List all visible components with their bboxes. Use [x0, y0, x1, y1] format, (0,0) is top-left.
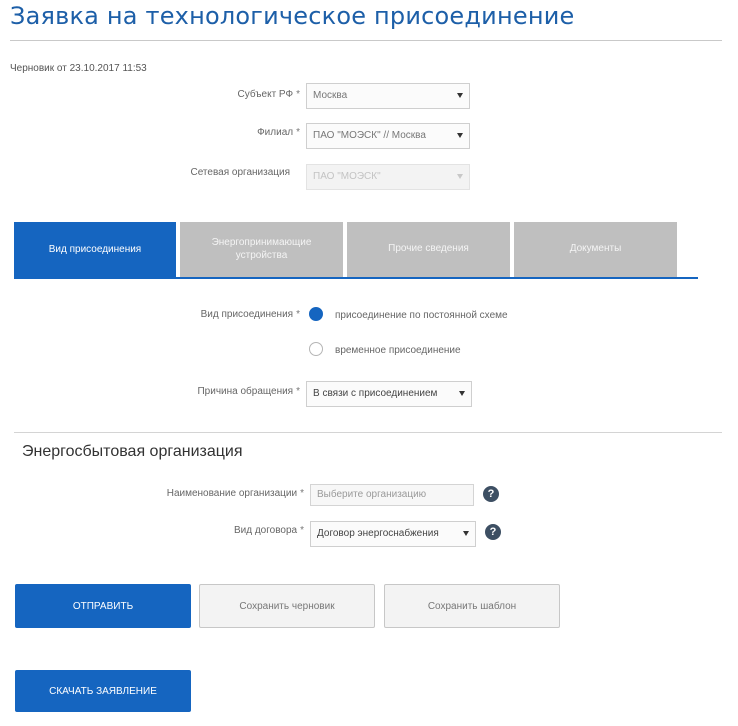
help-icon[interactable]: ? [485, 524, 501, 540]
grid-org-select [306, 164, 470, 190]
org-name-placeholder: Выберите организацию [317, 489, 427, 500]
tab-bar [14, 222, 698, 279]
contract-type-label: Вид договора * [233, 525, 304, 536]
tab-other-info[interactable]: Прочие сведения [347, 222, 510, 277]
subject-value: Москва [313, 90, 348, 101]
radio-permanent[interactable] [309, 307, 323, 321]
chevron-down-icon [457, 93, 463, 98]
tab-devices[interactable]: Энергопринимающие устройства [180, 222, 343, 277]
help-icon[interactable]: ? [483, 486, 499, 502]
chevron-down-icon [457, 133, 463, 138]
energy-sales-title: Энергосбытовая организация [22, 443, 243, 460]
branch-value: ПАО "МОЭСК" // Москва [313, 130, 426, 141]
draft-info: Черновик от 23.10.2017 11:53 [10, 63, 147, 74]
chevron-down-icon [459, 391, 465, 396]
section-divider [14, 432, 722, 433]
tab-connection-type[interactable]: Вид присоединения [14, 222, 176, 279]
branch-select[interactable] [306, 123, 470, 149]
radio-temporary-label[interactable]: временное присоединение [335, 345, 461, 356]
contract-type-value: Договор энергоснабжения [317, 528, 439, 539]
reason-value: В связи с присоединением [313, 388, 438, 399]
chevron-down-icon [463, 531, 469, 536]
org-name-label: Наименование организации * [166, 488, 304, 499]
chevron-down-icon [457, 174, 463, 179]
reason-label: Причина обращения * [197, 386, 300, 397]
subject-label: Субъект РФ * [237, 89, 300, 100]
subject-select[interactable] [306, 83, 470, 109]
submit-button[interactable]: ОТПРАВИТЬ [15, 584, 191, 628]
title-divider [10, 40, 722, 41]
branch-label: Филиал * [257, 127, 300, 138]
page-title: Заявка на технологическое присоединение [10, 2, 575, 30]
reason-select[interactable] [306, 381, 472, 407]
save-template-button[interactable]: Сохранить шаблон [384, 584, 560, 628]
grid-org-value: ПАО "МОЭСК" [313, 171, 381, 182]
save-draft-button[interactable]: Сохранить черновик [199, 584, 375, 628]
tab-documents[interactable]: Документы [514, 222, 677, 277]
radio-temporary[interactable] [309, 342, 323, 356]
download-application-button[interactable]: СКАЧАТЬ ЗАЯВЛЕНИЕ [15, 670, 191, 712]
radio-permanent-label[interactable]: присоединение по постоянной схеме [335, 310, 508, 321]
connection-type-label: Вид присоединения * [200, 309, 300, 320]
grid-org-label: Сетевая организация [190, 167, 290, 178]
org-name-input[interactable] [310, 484, 474, 506]
tabs-underline [14, 277, 698, 279]
contract-type-select[interactable] [310, 521, 476, 547]
